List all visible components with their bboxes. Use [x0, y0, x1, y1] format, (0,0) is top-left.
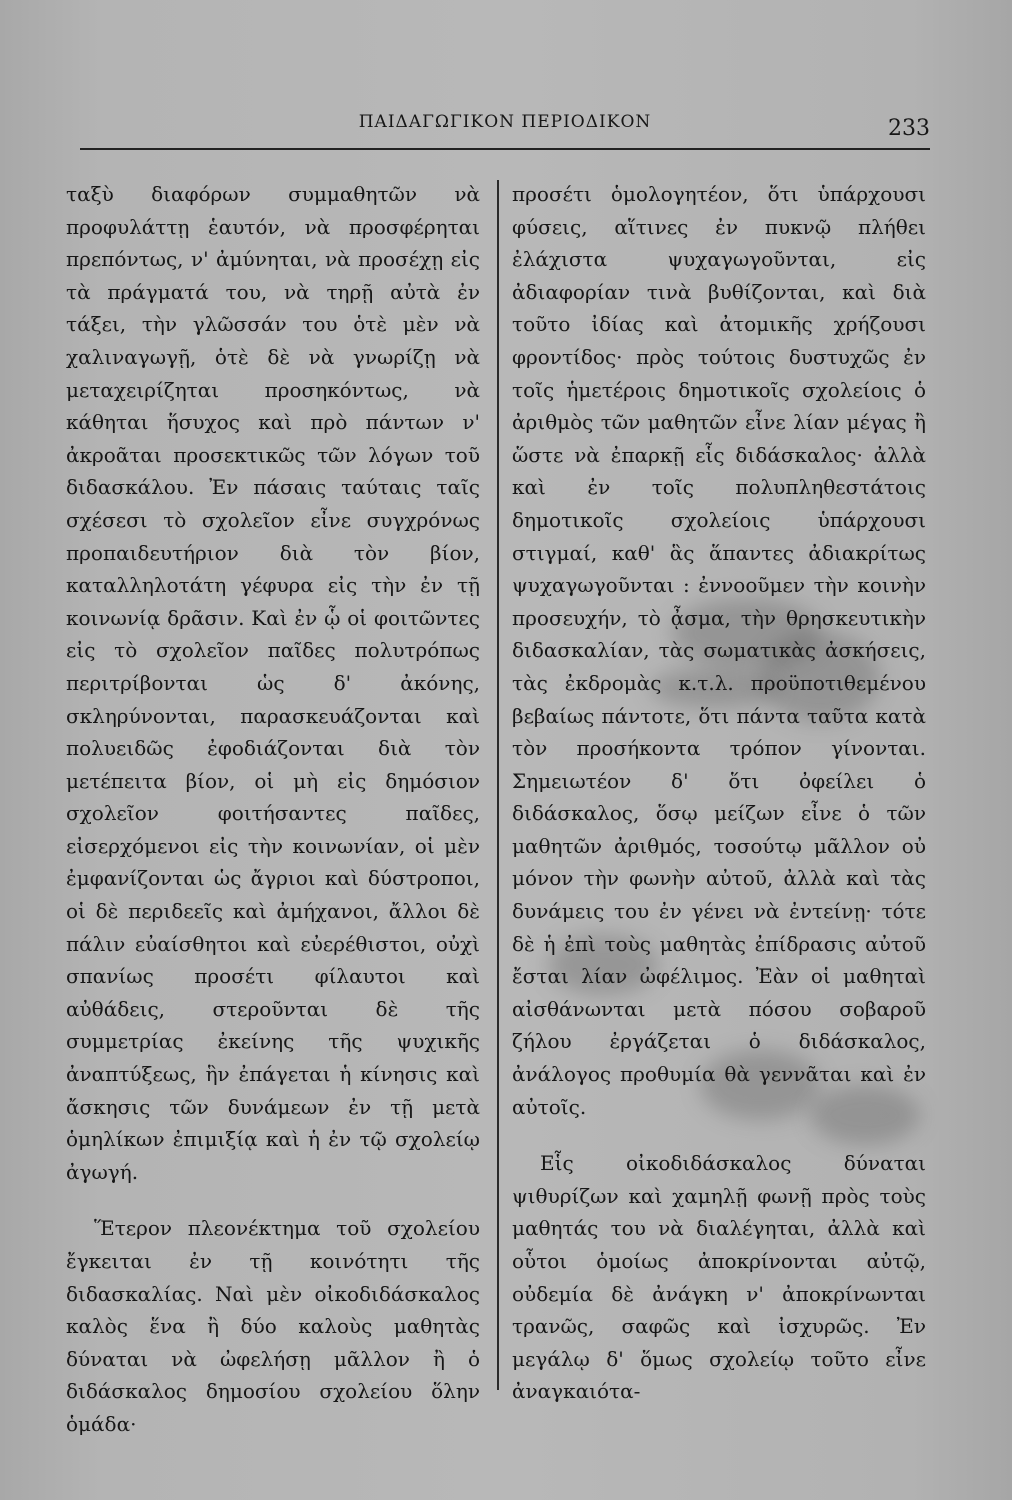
left-column — [66, 178, 480, 1441]
running-title: ΠΑΙΔΑΓΩΓΙΚΟΝ ΠΕΡΙΟΔΙΚΟΝ — [358, 112, 652, 132]
right-column — [512, 178, 926, 1408]
header-rule — [80, 148, 930, 150]
left-paragraph-1: ταξὺ διαφόρων συμμαθητῶν νὰ προφυλάττῃ ἑαυτόν, νὰ προσφέρηται πρεπόντως, ν' ἀμύνηται, νὰ προσέχῃ εἰς τὰ πράγματά του, νὰ τηρῇ αὐτὰ ἐν τάξει, τὴν γλῶσσάν του ὁτὲ μὲν νὰ χαλιναγωγῇ, ὁτὲ δὲ νὰ γνωρίζῃ νὰ μεταχειρίζηται προσηκόντως, νὰ κάθηται ἥσυχος καὶ πρὸ πάντων ν' ἀκροᾶται προσεκτικῶς τῶν λόγων τοῦ διδασκάλου. Ἐν πάσαις ταύταις ταῖς σχέσεσι τὸ σχολεῖον εἶνε συγχρόνως προπαιδευτήριον διὰ τὸν βίον, καταλληλοτάτη γέφυρα εἰς τὴν ἐν τῇ κοινωνίᾳ δρᾶσιν. Καὶ ἐν ᾧ οἱ φοιτῶντες εἰς τὸ σχολεῖον παῖδες πολυτρόπως περιτρίβονται ὡς δ' ἀκόνης, σκληρύνονται, παρασκευάζονται καὶ πολυειδῶς ἐφοδιάζονται διὰ τὸν μετέπειτα βίον, οἱ μὴ εἰς δημόσιον σχολεῖον φοιτήσαντες παῖδες, εἰσερχόμενοι εἰς τὴν κοινωνίαν, οἱ μὲν ἐμφανίζονται ὡς ἄγριοι καὶ δύστροποι, οἱ δὲ περιδεεῖς καὶ ἀμήχανοι, ἄλλοι δὲ πάλιν εὐαίσθητοι καὶ εὐερέθιστοι, οὐχὶ σπανίως προσέτι φίλαυτοι καὶ αὐθάδεις, στεροῦνται δὲ τῆς συμμετρίας ἐκείνης τῆς ψυχικῆς ἀναπτύξεως, ἣν ἐπάγεται ἡ κίνησις καὶ ἄσκησις τῶν δυνάμεων ἐν τῇ μετὰ ὁμηλίκων ἐπιμιξίᾳ καὶ ἡ ἐν τῷ σχολείῳ ἀγωγή. — [66, 182, 480, 1184]
column-divider — [497, 180, 499, 1390]
page-number: 233 — [888, 116, 930, 141]
left-paragraph-2: Ἕτερον πλεονέκτημα τοῦ σχολείου ἔγκειται ἐν τῇ κοινότητι τῆς διδασκαλίας. Ναὶ μὲν οἰκοδιδάσκαλος καλὸς ἕνα ἢ δύο καλοὺς μαθητὰς δύναται νὰ ὠφελήσῃ μᾶλλον ἢ ὁ διδάσκαλος δημοσίου σχολείου ὅλην ὁμάδα· — [66, 1216, 480, 1436]
page-header — [80, 100, 930, 150]
right-paragraph-2: Εἷς οἰκοδιδάσκαλος δύναται ψιθυρίζων καὶ χαμηλῇ φωνῇ πρὸς τοὺς μαθητάς του νὰ διαλέγηται, ἀλλὰ καὶ οὗτοι ὁμοίως ἀποκρίνονται αὐτῷ, οὐδεμία δὲ ἀνάγκη ν' ἀποκρίνωνται τρανῶς, σαφῶς καὶ ἰσχυρῶς. Ἐν μεγάλῳ δ' ὅμως σχολείῳ τοῦτο εἶνε ἀναγκαιότα- — [512, 1151, 926, 1404]
right-paragraph-1: προσέτι ὁμολογητέον, ὅτι ὑπάρχουσι φύσεις, αἵτινες ἐν πυκνῷ πλήθει ἐλάχιστα ψυχαγωγοῦνται, εἰς ἀδιαφορίαν τινὰ βυθίζονται, καὶ διὰ τοῦτο ἰδίας καὶ ἀτομικῆς χρήζουσι φροντίδος· πρὸς τούτοις δυστυχῶς ἐν τοῖς ἡμετέροις δημοτικοῖς σχολείοις ὁ ἀριθμὸς τῶν μαθητῶν εἶνε λίαν μέγας ἢ ὥστε νὰ ἐπαρκῇ εἷς διδάσκαλος· ἀλλὰ καὶ ἐν τοῖς πολυπληθεστάτοις δημοτικοῖς σχολείοις ὑπάρχουσι στιγμαί, καθ' ἃς ἅπαντες ἀδιακρίτως ψυχαγωγοῦνται : ἐννοοῦμεν τὴν κοινὴν προσευχήν, τὸ ᾆσμα, τὴν θρησκευτικὴν διδασκαλίαν, τὰς σωματικὰς ἀσκήσεις, τὰς ἐκδρομὰς κ.τ.λ. προϋποτιθεμένου βεβαίως πάντοτε, ὅτι πάντα ταῦτα κατὰ τὸν προσήκοντα τρόπον γίνονται. Σημειωτέον δ' ὅτι ὀφείλει ὁ διδάσκαλος, ὅσῳ μείζων εἶνε ὁ τῶν μαθητῶν ἀριθμός, τοσούτῳ μᾶλλον οὐ μόνον τὴν φωνὴν αὐτοῦ, ἀλλὰ καὶ τὰς δυνάμεις του ἐν γένει νὰ ἐντείνῃ· τότε δὲ ἡ ἐπὶ τοὺς μαθητὰς ἐπίδρασις αὐτοῦ ἔσται λίαν ὠφέλιμος. Ἐὰν οἱ μαθηταὶ αἰσθάνωνται μετὰ πόσου σοβαροῦ ζήλου ἐργάζεται ὁ διδάσκαλος, ἀνάλογος προθυμία θὰ γεννᾶται καὶ ἐν αὐτοῖς. — [512, 182, 926, 1119]
